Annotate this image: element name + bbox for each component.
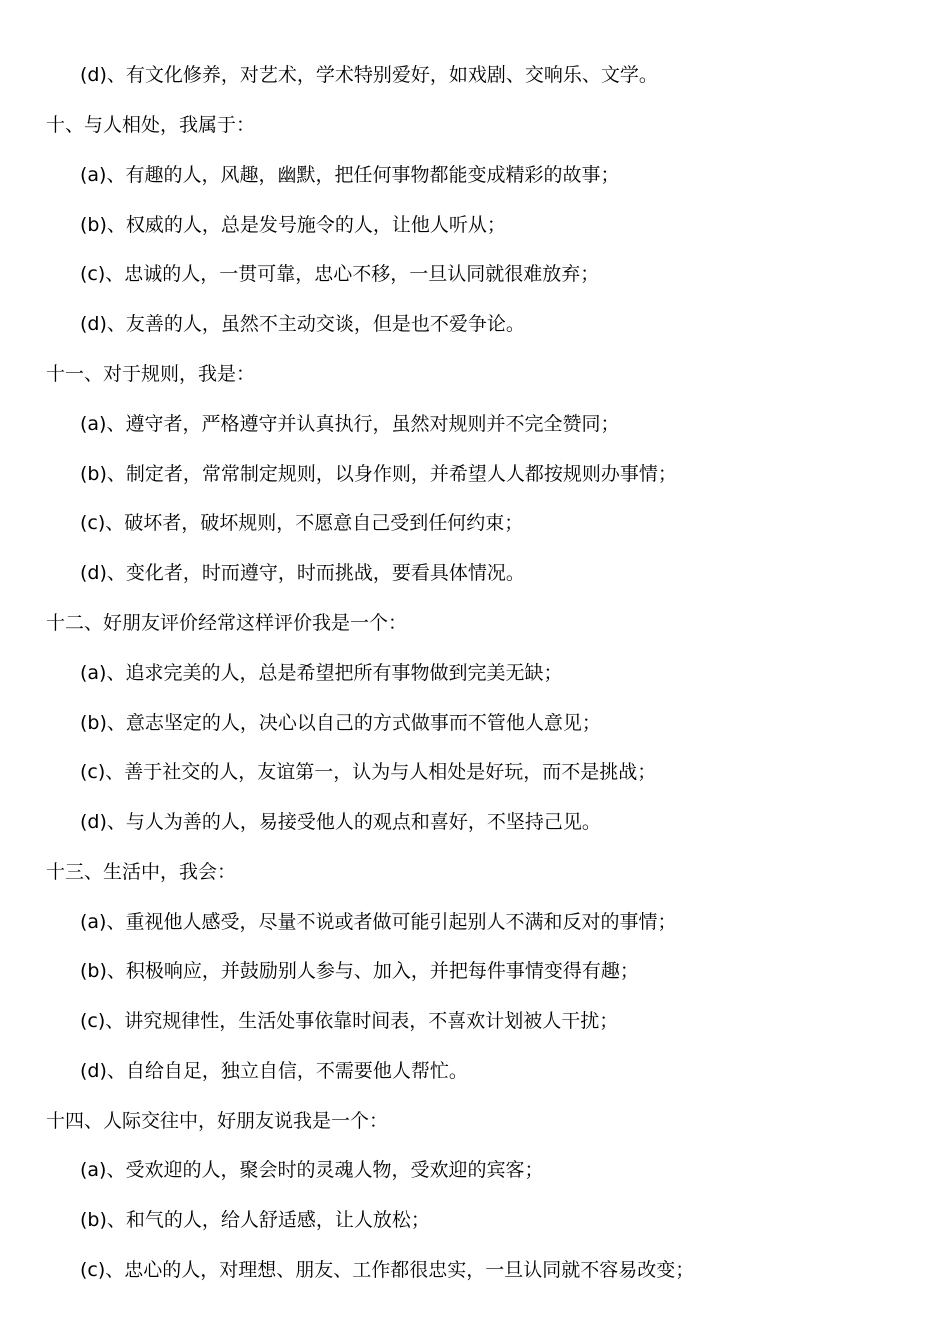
option-line: (b)、制定者，常常制定规则，以身作则，并希望人人都按规则办事情；	[80, 463, 677, 485]
option-line: (a)、重视他人感受，尽量不说或者做可能引起别人不满和反对的事情；	[80, 911, 677, 933]
option-line: (d)、友善的人，虽然不主动交谈，但是也不爱争论。	[80, 313, 525, 335]
option-line: (a)、遵守者，严格遵守并认真执行，虽然对规则并不完全赞同；	[80, 413, 620, 435]
option-line: (c)、破坏者，破坏规则，不愿意自己受到任何约束；	[80, 512, 524, 534]
option-line: (a)、追求完美的人，总是希望把所有事物做到完美无缺；	[80, 662, 563, 684]
option-line: (d)、有文化修养，对艺术，学术特别爱好，如戏剧、交响乐、文学。	[80, 64, 658, 86]
option-line: (c)、忠心的人，对理想、朋友、工作都很忠实，一旦认同就不容易改变；	[80, 1259, 695, 1281]
option-line: (c)、忠诚的人，一贯可靠，忠心不移，一旦认同就很难放弃；	[80, 263, 600, 285]
question-heading: 十三、生活中，我会：	[46, 861, 237, 883]
question-heading: 十、与人相处，我属于：	[46, 114, 256, 136]
option-line: (c)、善于社交的人，友谊第一，认为与人相处是好玩，而不是挑战；	[80, 761, 657, 783]
option-line: (a)、有趣的人，风趣，幽默，把任何事物都能变成精彩的故事；	[80, 164, 620, 186]
option-line: (d)、变化者，时而遵守，时而挑战，要看具体情况。	[80, 562, 525, 584]
question-heading: 十二、好朋友评价经常这样评价我是一个：	[46, 612, 408, 634]
option-line: (b)、积极响应，并鼓励别人参与、加入，并把每件事情变得有趣；	[80, 960, 639, 982]
option-line: (b)、意志坚定的人，决心以自己的方式做事而不管他人意见；	[80, 712, 601, 734]
option-line: (b)、权威的人，总是发号施令的人，让他人听从；	[80, 214, 506, 236]
option-line: (d)、与人为善的人，易接受他人的观点和喜好，不坚持己见。	[80, 811, 601, 833]
question-heading: 十四、人际交往中，好朋友说我是一个：	[46, 1110, 389, 1132]
question-heading: 十一、对于规则，我是：	[46, 363, 256, 385]
option-line: (c)、讲究规律性，生活处事依靠时间表，不喜欢计划被人干扰；	[80, 1010, 619, 1032]
option-line: (b)、和气的人，给人舒适感，让人放松；	[80, 1209, 430, 1231]
option-line: (d)、自给自足，独立自信，不需要他人帮忙。	[80, 1060, 468, 1082]
option-line: (a)、受欢迎的人，聚会时的灵魂人物，受欢迎的宾客；	[80, 1159, 544, 1181]
